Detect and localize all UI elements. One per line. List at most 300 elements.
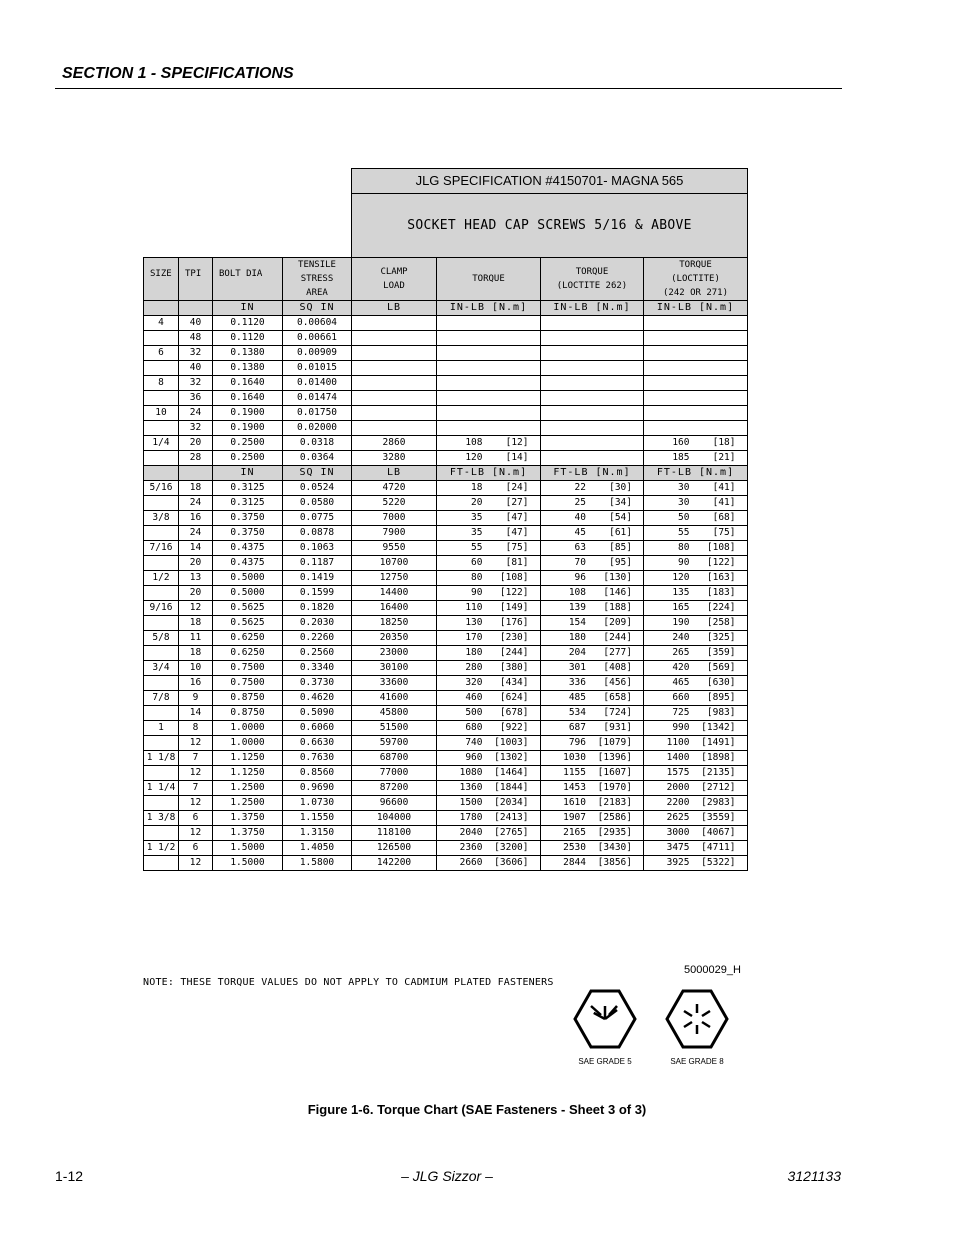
cell-size: 9/16: [144, 601, 179, 616]
cell-tensile-area: 0.01474: [283, 391, 352, 406]
torque-metric-value: [230]: [499, 632, 529, 643]
torque-value: 1453: [563, 782, 586, 793]
cell-torque-262: [541, 316, 644, 331]
cell-tensile-area: 0.01400: [283, 376, 352, 391]
torque-metric-value: [408]: [603, 662, 632, 673]
cell-size: [144, 361, 179, 376]
cell-size: [144, 826, 179, 841]
torque-value: 465: [672, 677, 690, 688]
torque-metric-value: [456]: [603, 677, 632, 688]
cell-size: [144, 856, 179, 871]
torque-metric-value: [21]: [712, 452, 736, 463]
cell-clamp-load: 2860: [352, 436, 437, 451]
cell-torque: [437, 796, 541, 811]
table-row: [144, 436, 748, 451]
cell-clamp-load: 33600: [352, 676, 437, 691]
cell-torque-242: [644, 586, 748, 601]
table-row: [144, 406, 748, 421]
table-row: [144, 511, 748, 526]
table-row: [144, 346, 748, 361]
torque-value: 185: [672, 452, 690, 463]
torque-value: 240: [672, 632, 690, 643]
torque-metric-value: [3430]: [597, 842, 632, 853]
cell-tpi: 28: [179, 451, 213, 466]
cell-tensile-area: 0.00604: [283, 316, 352, 331]
doc-number: 3121133: [787, 1168, 841, 1184]
spec-title: JLG SPECIFICATION #4150701- MAGNA 565: [352, 169, 748, 194]
cell-torque: [437, 496, 541, 511]
torque-value: 160: [672, 437, 690, 448]
cell-tpi: 13: [179, 571, 213, 586]
cell-torque: [437, 421, 541, 436]
torque-value: 108: [465, 437, 483, 448]
cell-bolt-dia: 0.1380: [213, 361, 283, 376]
cell-torque: [437, 571, 541, 586]
cell-tensile-area: 0.5090: [283, 706, 352, 721]
cell-clamp-load: 104000: [352, 811, 437, 826]
cell-bolt-dia: 0.2500: [213, 451, 283, 466]
torque-metric-value: [108]: [499, 572, 529, 583]
torque-value: 420: [672, 662, 690, 673]
torque-value: 154: [568, 617, 586, 628]
torque-metric-value: [122]: [706, 557, 736, 568]
cell-tpi: 12: [179, 601, 213, 616]
torque-metric-value: [1844]: [494, 782, 529, 793]
torque-metric-value: [75]: [505, 542, 529, 553]
torque-metric-value: [41]: [712, 497, 736, 508]
cell-tensile-area: 0.1419: [283, 571, 352, 586]
cell-torque: [437, 691, 541, 706]
cell-bolt-dia: 0.1900: [213, 406, 283, 421]
table-row: [144, 571, 748, 586]
cell-size: [144, 616, 179, 631]
torque-value: 40: [574, 512, 586, 523]
cell-bolt-dia: 0.7500: [213, 661, 283, 676]
cell-size: [144, 421, 179, 436]
cell-torque-242: [644, 811, 748, 826]
cell-torque: [437, 646, 541, 661]
col-header-bolt-dia: BOLT DIA: [213, 258, 283, 301]
cell-torque-242: [644, 526, 748, 541]
cell-tpi: 12: [179, 856, 213, 871]
cell-bolt-dia: 1.3750: [213, 811, 283, 826]
torque-value: 2165: [563, 827, 586, 838]
torque-value: 80: [471, 572, 483, 583]
cell-size: 3/4: [144, 661, 179, 676]
torque-value: 2660: [459, 857, 483, 868]
table-row: [144, 361, 748, 376]
cell-torque: [437, 376, 541, 391]
table-row: [144, 376, 748, 391]
cell-bolt-dia: 0.4375: [213, 541, 283, 556]
cell-torque-242: [644, 706, 748, 721]
torque-metric-value: [108]: [706, 542, 736, 553]
torque-metric-value: [18]: [712, 437, 736, 448]
cell-torque-242: [644, 841, 748, 856]
cell-tpi: 14: [179, 706, 213, 721]
cell-size: [144, 766, 179, 781]
cell-bolt-dia: 0.3750: [213, 526, 283, 541]
cell-torque-262: [541, 421, 644, 436]
cell-torque: [437, 781, 541, 796]
torque-value: 170: [465, 632, 483, 643]
cell-torque-262: [541, 751, 644, 766]
cell-tpi: 12: [179, 736, 213, 751]
cell-torque: [437, 451, 541, 466]
cell-torque-262: [541, 376, 644, 391]
cell-clamp-load: 7000: [352, 511, 437, 526]
cell-torque: [437, 811, 541, 826]
torque-value: 2200: [666, 797, 690, 808]
grade-8-label: SAE GRADE 8: [670, 1057, 724, 1066]
grade-5-label: SAE GRADE 5: [578, 1057, 632, 1066]
cell-clamp-load: 5220: [352, 496, 437, 511]
cell-tensile-area: 0.01015: [283, 361, 352, 376]
unit-cell: IN: [213, 466, 283, 481]
cell-tensile-area: 0.0318: [283, 436, 352, 451]
torque-value: 320: [465, 677, 483, 688]
cell-bolt-dia: 0.1640: [213, 376, 283, 391]
cell-torque: [437, 346, 541, 361]
torque-value: 70: [574, 557, 586, 568]
table-row: [144, 841, 748, 856]
cell-bolt-dia: 0.5000: [213, 586, 283, 601]
table-row: [144, 481, 748, 496]
torque-value: 1907: [563, 812, 586, 823]
table-row: [144, 451, 748, 466]
cell-torque-242: [644, 736, 748, 751]
torque-metric-value: [12]: [505, 437, 529, 448]
table-row: [144, 706, 748, 721]
cell-size: [144, 706, 179, 721]
table-row: [144, 646, 748, 661]
cell-torque-262: [541, 526, 644, 541]
sae-grade-8: [662, 988, 732, 1066]
torque-value: 2844: [563, 857, 586, 868]
cell-tensile-area: 1.3150: [283, 826, 352, 841]
cell-tpi: 10: [179, 661, 213, 676]
cell-torque-242: [644, 631, 748, 646]
cell-clamp-load: 68700: [352, 751, 437, 766]
torque-value: 96: [574, 572, 586, 583]
cell-torque-262: [541, 646, 644, 661]
torque-metric-value: [1898]: [701, 752, 736, 763]
torque-metric-value: [4067]: [701, 827, 736, 838]
grade-8-bolt-head-icon: [665, 988, 729, 1050]
cell-torque: [437, 751, 541, 766]
cell-torque: [437, 841, 541, 856]
cell-size: 5/16: [144, 481, 179, 496]
cell-clamp-load: 3280: [352, 451, 437, 466]
cell-torque-262: [541, 721, 644, 736]
cell-tensile-area: 0.2560: [283, 646, 352, 661]
torque-metric-value: [325]: [706, 632, 736, 643]
torque-value: 18: [471, 482, 483, 493]
footer-title: – JLG Sizzor –: [401, 1168, 493, 1184]
unit-cell: IN-LB [N.m]: [541, 301, 644, 316]
table-row: [144, 586, 748, 601]
table-row: [144, 751, 748, 766]
torque-metric-value: [2765]: [494, 827, 529, 838]
table-row: [144, 526, 748, 541]
cell-clamp-load: 126500: [352, 841, 437, 856]
cell-tpi: 14: [179, 541, 213, 556]
torque-metric-value: [244]: [603, 632, 632, 643]
cell-torque-262: [541, 826, 644, 841]
cell-tpi: 18: [179, 616, 213, 631]
section-title: SECTION 1 - SPECIFICATIONS: [62, 65, 294, 82]
torque-metric-value: [2135]: [701, 767, 736, 778]
torque-metric-value: [27]: [505, 497, 529, 508]
cell-torque-262: [541, 601, 644, 616]
col-header-tensile: TENSILE STRESS AREA: [283, 258, 352, 301]
cell-tensile-area: 1.5800: [283, 856, 352, 871]
cell-tensile-area: 0.02000: [283, 421, 352, 436]
torque-metric-value: [244]: [499, 647, 529, 658]
cell-tensile-area: 0.3730: [283, 676, 352, 691]
cell-torque-242: [644, 421, 748, 436]
torque-metric-value: [983]: [706, 707, 736, 718]
torque-value: 1400: [666, 752, 690, 763]
torque-value: 3000: [666, 827, 690, 838]
unit-cell: SQ IN: [283, 466, 352, 481]
torque-value: 139: [568, 602, 586, 613]
cell-torque: [437, 736, 541, 751]
cell-bolt-dia: 1.5000: [213, 856, 283, 871]
col-header-torque-262: TORQUE (LOCTITE 262): [541, 258, 644, 301]
cell-bolt-dia: 0.2500: [213, 436, 283, 451]
torque-chart: [143, 168, 748, 871]
cell-torque: [437, 331, 541, 346]
cell-tpi: 32: [179, 421, 213, 436]
table-row: [144, 796, 748, 811]
torque-metric-value: [931]: [603, 722, 632, 733]
unit-cell: LB: [352, 301, 437, 316]
cell-bolt-dia: 1.1250: [213, 766, 283, 781]
cell-bolt-dia: 1.2500: [213, 796, 283, 811]
sae-grade-5: [570, 988, 640, 1066]
cell-tensile-area: 0.1820: [283, 601, 352, 616]
unit-cell: FT-LB [N.m]: [437, 466, 541, 481]
cell-tpi: 18: [179, 646, 213, 661]
cell-tpi: 20: [179, 586, 213, 601]
cell-tensile-area: 0.4620: [283, 691, 352, 706]
torque-value: 55: [678, 527, 690, 538]
cell-torque: [437, 706, 541, 721]
cell-torque-242: [644, 826, 748, 841]
torque-metric-value: [130]: [603, 572, 632, 583]
cell-torque-262: [541, 571, 644, 586]
cell-torque-242: [644, 361, 748, 376]
cell-bolt-dia: 0.5625: [213, 601, 283, 616]
cell-clamp-load: [352, 376, 437, 391]
table-row: [144, 421, 748, 436]
torque-value: 3475: [666, 842, 690, 853]
unit-cell: IN-LB [N.m]: [644, 301, 748, 316]
torque-value: 1780: [459, 812, 483, 823]
cell-torque-242: [644, 676, 748, 691]
cell-bolt-dia: 1.0000: [213, 721, 283, 736]
cell-clamp-load: 118100: [352, 826, 437, 841]
cell-tpi: 24: [179, 526, 213, 541]
torque-value: 1610: [563, 797, 586, 808]
cell-torque-242: [644, 751, 748, 766]
cell-size: [144, 556, 179, 571]
cell-tpi: 12: [179, 826, 213, 841]
cell-tensile-area: 0.0364: [283, 451, 352, 466]
cell-bolt-dia: 0.6250: [213, 646, 283, 661]
cell-torque: [437, 616, 541, 631]
cell-torque-262: [541, 766, 644, 781]
torque-metric-value: [2983]: [701, 797, 736, 808]
cell-torque-242: [644, 856, 748, 871]
cell-clamp-load: 18250: [352, 616, 437, 631]
col-header-torque: TORQUE: [437, 258, 541, 301]
cell-tensile-area: 0.0775: [283, 511, 352, 526]
cell-tensile-area: 0.2260: [283, 631, 352, 646]
torque-metric-value: [34]: [609, 497, 632, 508]
torque-metric-value: [630]: [706, 677, 736, 688]
torque-metric-value: [359]: [706, 647, 736, 658]
cell-tensile-area: 1.1550: [283, 811, 352, 826]
cell-clamp-load: 41600: [352, 691, 437, 706]
cell-clamp-load: 10700: [352, 556, 437, 571]
torque-metric-value: [895]: [706, 692, 736, 703]
cell-size: 10: [144, 406, 179, 421]
cell-torque-262: [541, 556, 644, 571]
torque-value: 680: [465, 722, 483, 733]
cell-clamp-load: 16400: [352, 601, 437, 616]
cell-tpi: 32: [179, 346, 213, 361]
spec-subtitle: SOCKET HEAD CAP SCREWS 5/16 & ABOVE: [352, 194, 748, 258]
cell-tpi: 11: [179, 631, 213, 646]
torque-value: 120: [672, 572, 690, 583]
cell-tpi: 6: [179, 811, 213, 826]
cell-torque-242: [644, 406, 748, 421]
cell-clamp-load: 7900: [352, 526, 437, 541]
cell-clamp-load: 30100: [352, 661, 437, 676]
cell-tpi: 12: [179, 766, 213, 781]
torque-value: 534: [568, 707, 586, 718]
cell-torque-242: [644, 451, 748, 466]
unit-cell: IN: [213, 301, 283, 316]
cell-size: 6: [144, 346, 179, 361]
cell-torque-262: [541, 391, 644, 406]
cell-size: [144, 526, 179, 541]
torque-value: 280: [465, 662, 483, 673]
torque-value: 20: [471, 497, 483, 508]
cell-torque: [437, 511, 541, 526]
cell-bolt-dia: 0.5000: [213, 571, 283, 586]
table-row: [144, 766, 748, 781]
torque-metric-value: [1003]: [494, 737, 529, 748]
cell-torque-242: [644, 331, 748, 346]
torque-value: 180: [568, 632, 586, 643]
cell-torque-242: [644, 346, 748, 361]
cell-bolt-dia: 1.5000: [213, 841, 283, 856]
torque-value: 301: [568, 662, 586, 673]
cell-tpi: 12: [179, 796, 213, 811]
table-row: [144, 736, 748, 751]
torque-metric-value: [183]: [706, 587, 736, 598]
cell-torque-242: [644, 721, 748, 736]
table-row: [144, 541, 748, 556]
cell-tpi: 40: [179, 316, 213, 331]
torque-metric-value: [14]: [505, 452, 529, 463]
cell-torque-242: [644, 556, 748, 571]
torque-metric-value: [922]: [499, 722, 529, 733]
torque-value: 3925: [666, 857, 690, 868]
cell-tensile-area: 0.1187: [283, 556, 352, 571]
torque-metric-value: [678]: [499, 707, 529, 718]
cell-tpi: 7: [179, 751, 213, 766]
cell-torque: [437, 721, 541, 736]
cell-torque: [437, 601, 541, 616]
torque-value: 725: [672, 707, 690, 718]
cell-torque: [437, 856, 541, 871]
table-row: [144, 721, 748, 736]
cell-torque: [437, 481, 541, 496]
torque-metric-value: [47]: [505, 512, 529, 523]
torque-metric-value: [380]: [499, 662, 529, 673]
cell-tensile-area: 0.1063: [283, 541, 352, 556]
cell-tensile-area: 0.3340: [283, 661, 352, 676]
cell-tensile-area: 0.01750: [283, 406, 352, 421]
cell-size: 4: [144, 316, 179, 331]
torque-metric-value: [1396]: [597, 752, 632, 763]
cell-size: 8: [144, 376, 179, 391]
grade-5-bolt-head-icon: [573, 988, 637, 1050]
cell-size: 1 1/4: [144, 781, 179, 796]
cell-tensile-area: 0.00661: [283, 331, 352, 346]
cell-torque-262: [541, 451, 644, 466]
cell-bolt-dia: 1.1250: [213, 751, 283, 766]
cell-torque-262: [541, 406, 644, 421]
torque-metric-value: [85]: [609, 542, 632, 553]
cell-torque-242: [644, 661, 748, 676]
torque-metric-value: [41]: [712, 482, 736, 493]
cell-clamp-load: 45800: [352, 706, 437, 721]
torque-value: 25: [574, 497, 586, 508]
cell-size: 1/2: [144, 571, 179, 586]
torque-metric-value: [2183]: [597, 797, 632, 808]
torque-value: 180: [465, 647, 483, 658]
page-number: 1-12: [55, 1168, 84, 1184]
torque-metric-value: [2034]: [494, 797, 529, 808]
torque-value: 2360: [459, 842, 483, 853]
torque-metric-value: [1464]: [494, 767, 529, 778]
table-row: [144, 811, 748, 826]
torque-metric-value: [2586]: [597, 812, 632, 823]
table-row: [144, 781, 748, 796]
cell-torque-242: [644, 691, 748, 706]
cell-torque: [437, 586, 541, 601]
cell-tpi: 9: [179, 691, 213, 706]
cell-clamp-load: 87200: [352, 781, 437, 796]
torque-value: 90: [471, 587, 483, 598]
torque-metric-value: [224]: [706, 602, 736, 613]
torque-value: 63: [574, 542, 586, 553]
cell-tpi: 6: [179, 841, 213, 856]
unit-cell: IN-LB [N.m]: [437, 301, 541, 316]
cell-size: 7/8: [144, 691, 179, 706]
cell-size: [144, 796, 179, 811]
torque-value: 500: [465, 707, 483, 718]
cell-torque-242: [644, 616, 748, 631]
table-row: [144, 601, 748, 616]
cell-tpi: 16: [179, 511, 213, 526]
table-row: [144, 661, 748, 676]
